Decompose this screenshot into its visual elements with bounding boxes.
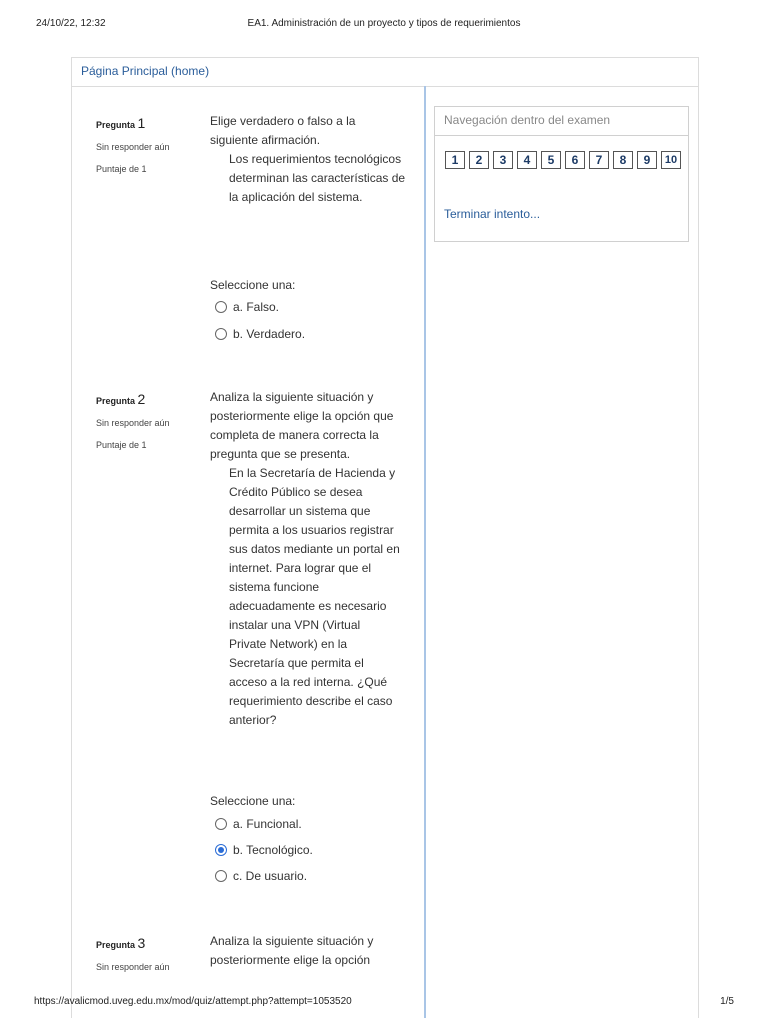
print-url: https://avalicmod.uveg.edu.mx/mod/quiz/attempt.php?attempt=1053520: [34, 996, 352, 1007]
question-label: Pregunta: [96, 396, 136, 406]
option-label: b. Verdadero.: [233, 327, 306, 341]
print-title: EA1. Administración de un proyecto y tipos de requerimientos: [247, 18, 521, 29]
question-status: Sin responder aún: [96, 962, 170, 972]
question-label: Pregunta: [96, 120, 136, 130]
question-nav-button-9[interactable]: 9: [637, 151, 657, 169]
question-statement: En la Secretaría de Hacienda y Crédito Público se desea desarrollar un sistema que permita a los usuarios registrar sus datos mediante un portal en internet. Para lograr que el sistema funcione adecuadamente es necesario instalar una VPN (Virtual Private Network) en la Secretaría que permita el acceso a la red interna. ¿Qué requerimiento describe el caso anterior?: [229, 466, 400, 727]
option-label: a. Falso.: [233, 300, 280, 314]
quiz-navigation-buttons: [445, 151, 685, 175]
question-intro: Elige verdadero o falso a la siguiente afirmación.: [210, 114, 356, 147]
question-info: [96, 932, 206, 978]
question-number: 2: [137, 391, 146, 407]
question-nav-button-5[interactable]: 5: [541, 151, 561, 169]
radio-button[interactable]: [215, 870, 227, 882]
radio-button[interactable]: [215, 301, 227, 313]
print-footer: [0, 996, 768, 1010]
question-text: [210, 932, 400, 970]
option-label: a. Funcional.: [233, 817, 302, 831]
option-b[interactable]: [210, 837, 410, 863]
question-number: 3: [137, 935, 146, 951]
question-info: [96, 112, 206, 180]
question-text: [210, 112, 406, 207]
radio-button[interactable]: [215, 328, 227, 340]
question-nav-button-1[interactable]: 1: [445, 151, 465, 169]
question-label: Pregunta: [96, 940, 136, 950]
answer-block: [210, 276, 410, 349]
question-status: Sin responder aún: [96, 142, 170, 152]
question-nav-button-8[interactable]: 8: [613, 151, 633, 169]
question-nav-button-3[interactable]: 3: [493, 151, 513, 169]
answer-prompt: Seleccione una:: [210, 278, 296, 292]
answer-block: [210, 792, 410, 889]
question-nav-button-7[interactable]: 7: [589, 151, 609, 169]
option-a[interactable]: [210, 811, 410, 837]
option-label: b. Tecnológico.: [233, 843, 313, 857]
breadcrumb-home-link[interactable]: Página Principal (home): [81, 64, 210, 78]
quiz-navigation-block: [434, 106, 689, 242]
question-nav-button-4[interactable]: 4: [517, 151, 537, 169]
column-divider: [424, 86, 426, 1018]
print-date: 24/10/22, 12:32: [36, 18, 106, 29]
radio-button[interactable]: [215, 818, 227, 830]
print-page-count: 1/5: [720, 996, 734, 1007]
question-nav-button-6[interactable]: 6: [565, 151, 585, 169]
question-nav-button-10[interactable]: 10: [661, 151, 681, 169]
finish-attempt-link[interactable]: Terminar intento...: [444, 207, 541, 221]
page-frame: [71, 57, 699, 1018]
question-info: [96, 388, 206, 456]
answer-prompt: Seleccione una:: [210, 794, 296, 808]
option-b[interactable]: [210, 319, 410, 349]
question-nav-button-2[interactable]: 2: [469, 151, 489, 169]
question-score: Puntaje de 1: [96, 164, 147, 174]
radio-button-selected[interactable]: [215, 844, 227, 856]
question-score: Puntaje de 1: [96, 440, 147, 450]
option-label: c. De usuario.: [233, 869, 308, 883]
question-statement: Los requerimientos tecnológicos determinan las características de la aplicación del sistema.: [229, 152, 406, 204]
question-intro: Analiza la siguiente situación y posteriormente elige la opción: [210, 934, 374, 967]
question-intro: Analiza la siguiente situación y posteriormente elige la opción que completa de manera correcta la pregunta que se presenta.: [210, 390, 394, 461]
option-a[interactable]: [210, 295, 410, 319]
option-c[interactable]: [210, 863, 410, 889]
question-text: [210, 388, 400, 730]
quiz-navigation-title: Navegación dentro del examen: [435, 107, 688, 136]
question-status: Sin responder aún: [96, 418, 170, 428]
breadcrumb: [72, 58, 698, 87]
question-number: 1: [137, 115, 146, 131]
print-header: [0, 18, 768, 32]
